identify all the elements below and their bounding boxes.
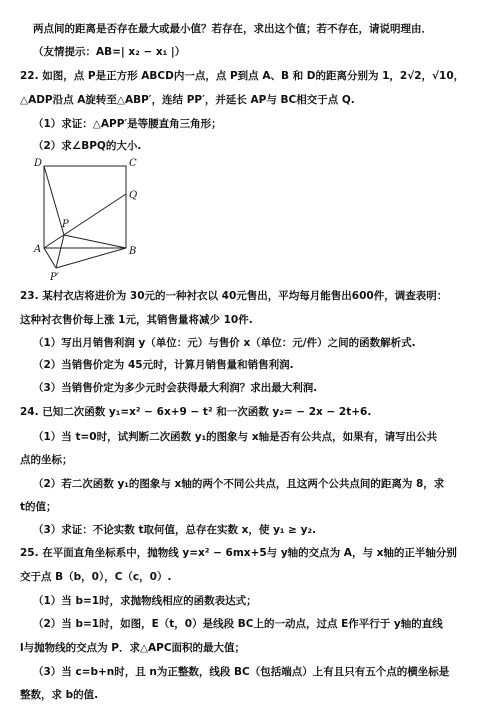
text-line: 整数，求 b的值. [20, 689, 99, 701]
text-line: 交于点 B（b，0），C（c，0）. [20, 571, 172, 583]
subquestion: （1）写出月销售利润 y（单位：元）与售价 x（单位：元/件）之间的函数解析式. [33, 337, 416, 349]
subquestion: （1）当 t=0时，试判断二次函数 y₁的图象与 x轴是否有公共点，如果有，请写出公共 [33, 431, 438, 443]
label-q: Q [129, 190, 138, 201]
subquestion: （2）求∠BPQ的大小. [33, 140, 142, 152]
subquestion: （3）求证：不论实数 t取何值，总存在实数 x，使 y₁ ≥ y₂. [33, 524, 317, 536]
label-a: A [34, 244, 42, 255]
label-p-prime: P′ [50, 272, 59, 283]
question-22-stem: 22. 如图，点 P是正方形 ABCD内一点，点 P到点 A、B 和 D的距离分别为 1，2√2，√10， [20, 70, 465, 82]
label-b: B [129, 246, 137, 257]
segment-pp-prime [56, 235, 64, 268]
label-d: D [34, 158, 43, 169]
label-c: C [129, 158, 137, 169]
text-line: 这种衬衣售价每上涨 1元，其销售量将减少 10件. [20, 314, 253, 326]
subquestion: （2）当 b=1时，如图，E（t，0）是线段 BC上的一动点，过点 E作平行于 y轴的直线 [33, 618, 443, 630]
text-line: 点的坐标； [20, 454, 73, 466]
text-line: △ADP沿点 A旋转至△ABP′，连结 PP′，并延长 AP与 BC相交于点 Q. [20, 94, 355, 106]
subquestion: （1）求证：△APP′是等腰直角三角形； [33, 118, 222, 130]
geometry-figure [28, 156, 148, 286]
text-line: l与抛物线的交点为 P．求△APC面积的最大值； [20, 642, 246, 654]
segment-pd [44, 166, 64, 235]
square-diagram [28, 156, 148, 286]
subquestion: （2）当销售价定为 45元时，计算月销售量和销售利润. [33, 359, 294, 371]
segment-p-prime-b [56, 248, 126, 268]
subquestion: （3）当销售价定为多少元时会获得最大利润？求出最大利润. [33, 382, 318, 394]
text-line: 两点间的距离是否存在最大或最小值？若存在，求出这个值；若不存在，请说明理由． [33, 23, 432, 35]
label-p: P [62, 219, 69, 230]
subquestion: （2）若二次函数 y₁的图象与 x轴的两个不同公共点，且这两个公共点间的距离为 8，求 [33, 478, 445, 490]
question-23-stem: 23. 某村衣店将进价为 30元的一种衬衣以 40元售出，平均每月能售出600件，调查表明： [20, 290, 448, 302]
subquestion: （1）当 b=1时，求抛物线相应的函数表达式； [33, 595, 257, 607]
text-line: t的值； [20, 501, 57, 513]
text-line: （友情提示：AB=| x₂ − x₁ |） [33, 46, 186, 58]
subquestion: （3）当 c=b+n时，且 n为正整数，线段 BC（包括端点）上有且只有五个点的横坐标是 [33, 666, 450, 678]
question-24-stem: 24. 已知二次函数 y₁=x² − 6x+9 − t² 和一次函数 y₂= − 2x − 2t+6. [20, 406, 372, 418]
segment-pb [64, 235, 126, 248]
question-25-stem: 25. 在平面直角坐标系中，抛物线 y=x² − 6mx+5与 y轴的交点为 A，与 x轴的正半轴分别 [20, 547, 457, 559]
segment-ap-prime [44, 248, 56, 268]
